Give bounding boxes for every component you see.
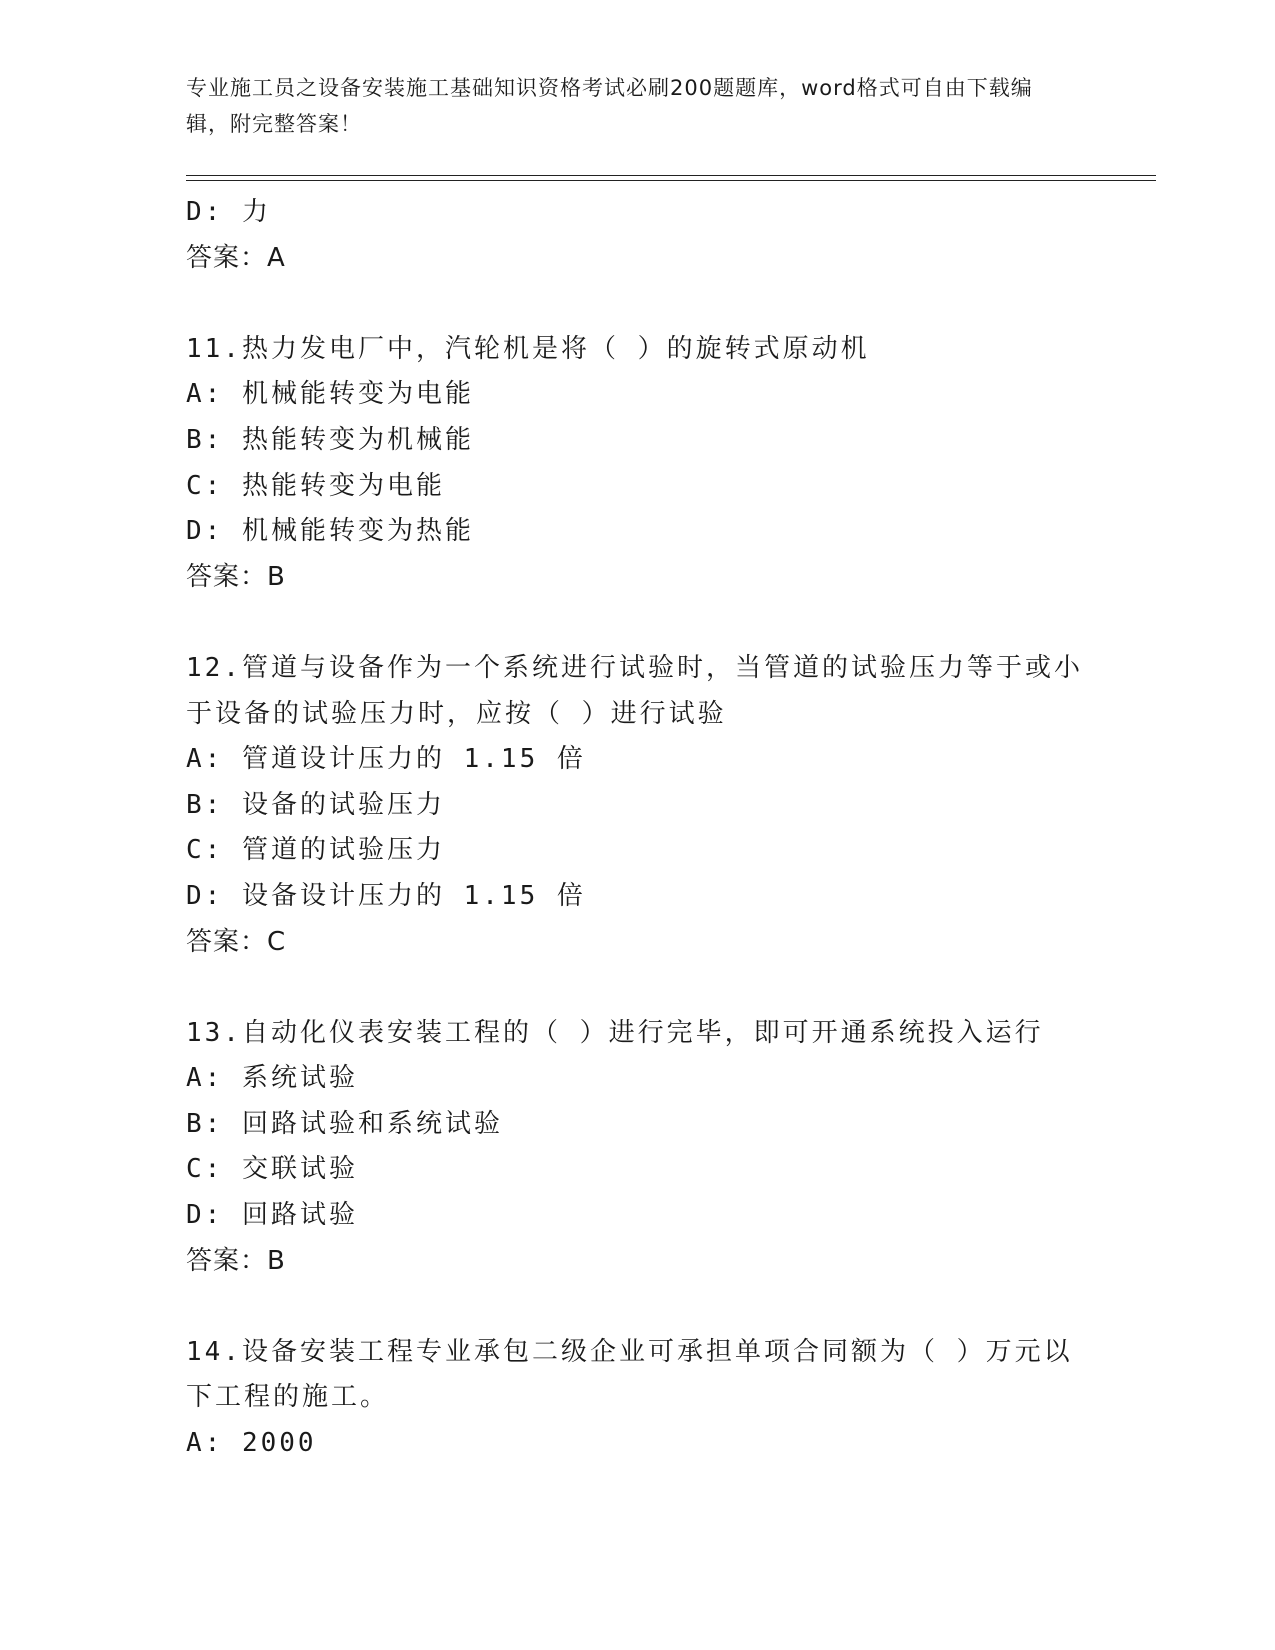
spacer <box>186 965 1086 1011</box>
option-d: D: 设备设计压力的 1.15 倍 <box>186 880 586 911</box>
spacer <box>186 281 1086 327</box>
question-11-text: 11.热力发电厂中，汽轮机是将（ ）的旋转式原动机 <box>186 333 870 364</box>
document-header: 专业施工员之设备安装施工基础知识资格考试必刷200题题库，word格式可自由下载编辑，附完整答案！ <box>186 76 1033 136</box>
header-divider-bottom <box>186 180 1156 181</box>
answer-line: 答案：B <box>186 1245 286 1276</box>
question-14-text-cont: 下工程的施工。 <box>186 1382 390 1413</box>
option-c: C: 交联试验 <box>186 1154 358 1185</box>
header-divider-top <box>186 175 1156 176</box>
answer-line: 答案：C <box>186 926 287 957</box>
option-c: C: 管道的试验压力 <box>186 835 445 866</box>
option-b: B: 设备的试验压力 <box>186 789 445 820</box>
option-b: B: 热能转变为机械能 <box>186 424 474 455</box>
option-b: B: 回路试验和系统试验 <box>186 1108 503 1139</box>
answer-line: 答案：B <box>186 561 286 592</box>
option-d: D: 力 <box>186 197 271 227</box>
spacer <box>186 600 1086 646</box>
option-a: A: 系统试验 <box>186 1063 358 1094</box>
question-14-text: 14.设备安装工程专业承包二级企业可承担单项合同额为（ ）万元以 <box>186 1336 1073 1367</box>
option-d: D: 回路试验 <box>186 1200 358 1231</box>
option-a: A: 机械能转变为电能 <box>186 379 474 410</box>
option-c: C: 热能转变为电能 <box>186 470 445 501</box>
question-12-text-cont: 于设备的试验压力时，应按（ ）进行试验 <box>186 698 727 729</box>
question-12-text: 12.管道与设备作为一个系统进行试验时，当管道的试验压力等于或小 <box>186 652 1083 683</box>
spacer <box>186 1284 1086 1330</box>
option-d: D: 机械能转变为热能 <box>186 516 474 547</box>
question-13-text: 13.自动化仪表安装工程的（ ）进行完毕，即可开通系统投入运行 <box>186 1017 1044 1048</box>
option-a: A: 2000 <box>186 1428 317 1459</box>
option-a: A: 管道设计压力的 1.15 倍 <box>186 744 586 775</box>
answer-line: 答案：A <box>186 242 286 273</box>
question-content <box>186 190 1086 1467</box>
